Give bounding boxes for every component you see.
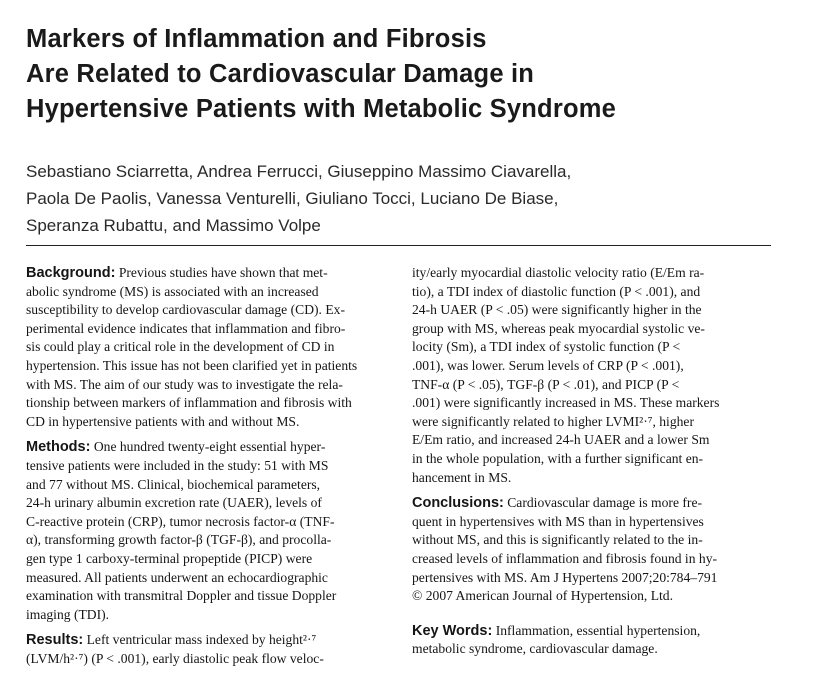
background-line: Previous studies have shown that met- — [115, 265, 328, 280]
title-line: Hypertensive Patients with Metabolic Syndrome — [26, 95, 616, 123]
results-line: were significantly related to higher LVMI²·⁷, higher — [412, 413, 694, 429]
methods-line: and 77 without MS. Clinical, biochemical parameters, — [26, 476, 321, 492]
keywords-line: Inflammation, essential hypertension, — [492, 622, 701, 638]
results-line: hancement in MS. — [412, 469, 512, 485]
results-heading: Results: — [26, 632, 84, 649]
keywords-line: metabolic syndrome, cardiovascular damage. — [412, 641, 658, 657]
results-line: in the whole population, with a further significant en- — [412, 450, 704, 466]
results-line: Left ventricular mass indexed by height²·⁷ — [83, 632, 317, 648]
title-line: Are Related to Cardiovascular Damage in — [26, 60, 535, 88]
background-line: CD in hypertensive patients with and without MS. — [26, 413, 300, 429]
results-line: locity (Sm), a TDI index of systolic function (P < — [412, 339, 681, 355]
background-line: with MS. The aim of our study was to investigate the rela- — [26, 376, 343, 392]
conclusions-line: creased levels of inflammation and fibrosis found in hy- — [412, 550, 718, 566]
conclusions-line: pertensives with MS. Am J Hypertens 2007;20:784–791 — [412, 569, 718, 585]
article-title — [26, 22, 806, 127]
background-line: hypertension. This issue has not been clarified yet in patients — [26, 357, 358, 373]
conclusions-line: without MS, and this is significantly related to the in- — [412, 532, 703, 548]
results-line: TNF-α (P < .05), TGF-β (P < .01), and PICP (P < — [412, 376, 680, 392]
background-line: tionship between markers of inflammation and fibrosis with — [26, 395, 352, 411]
methods-line: gen type 1 carboxy-terminal propeptide (PICP) were — [26, 550, 313, 566]
keywords-section — [412, 622, 772, 659]
methods-line: imaging (TDI). — [26, 606, 110, 622]
results-line: E/Em ratio, and increased 24-h UAER and a lower Sm — [412, 432, 710, 448]
conclusions-line: Cardiovascular damage is more fre- — [503, 495, 703, 511]
results-line: .001) were significantly increased in MS. These markers — [412, 395, 720, 411]
conclusions-heading: Conclusions: — [412, 495, 504, 512]
abstract-right-column — [412, 264, 772, 659]
background-line: susceptibility to develop cardiovascular damage (CD). Ex- — [26, 302, 345, 318]
results-line: .001), was lower. Serum levels of CRP (P < .001), — [412, 357, 684, 373]
background-line: abolic syndrome (MS) is associated with an increased — [26, 283, 319, 299]
author-line: Sebastiano Sciarretta, Andrea Ferrucci, Giuseppino Massimo Ciavarella, — [26, 162, 572, 181]
results-line: (LVM/h²·⁷) (P < .001), early diastolic peak flow veloc- — [26, 650, 324, 666]
background-section — [26, 264, 384, 431]
author-line: Speranza Rubattu, and Massimo Volpe — [26, 216, 321, 235]
methods-line: measured. All patients underwent an echocardiographic — [26, 569, 328, 585]
keywords-heading: Key Words: — [412, 622, 493, 639]
methods-line: C-reactive protein (CRP), tumor necrosis factor-α (TNF- — [26, 513, 335, 529]
conclusions-line: © 2007 American Journal of Hypertension, Ltd. — [412, 588, 674, 604]
methods-line: α), transforming growth factor-β (TGF-β), and procolla- — [26, 532, 332, 548]
results-line: 24-h UAER (P < .05) were significantly higher in the — [412, 302, 702, 318]
title-line: Markers of Inflammation and Fibrosis — [26, 25, 487, 53]
methods-line: tensive patients were included in the study: 51 with MS — [26, 457, 329, 473]
results-section — [26, 631, 384, 668]
conclusions-section — [412, 494, 772, 606]
background-line: perimental evidence indicates that inflammation and fibro- — [26, 320, 346, 336]
methods-section — [26, 438, 384, 624]
methods-line: 24-h urinary albumin excretion rate (UAER), levels of — [26, 495, 322, 511]
results-line: group with MS, whereas peak myocardial systolic ve- — [412, 320, 705, 336]
background-heading: Background: — [26, 265, 116, 281]
results-line: ity/early myocardial diastolic velocity ratio (E/Em ra- — [412, 265, 705, 280]
background-line: sis could play a critical role in the development of CD in — [26, 339, 335, 355]
conclusions-line: quent in hypertensives with MS than in hypertensives — [412, 513, 704, 529]
results-continued — [412, 264, 772, 487]
results-line: tio), a TDI index of diastolic function (P < .001), and — [412, 283, 701, 299]
methods-heading: Methods: — [26, 439, 91, 456]
methods-line: examination with transmitral Doppler and tissue Doppler — [26, 588, 337, 604]
author-line: Paola De Paolis, Vanessa Venturelli, Giuliano Tocci, Luciano De Biase, — [26, 189, 559, 208]
abstract-left-column — [26, 264, 384, 668]
header-divider — [26, 245, 771, 246]
author-list — [26, 158, 806, 239]
methods-line: One hundred twenty-eight essential hyper- — [90, 439, 326, 455]
